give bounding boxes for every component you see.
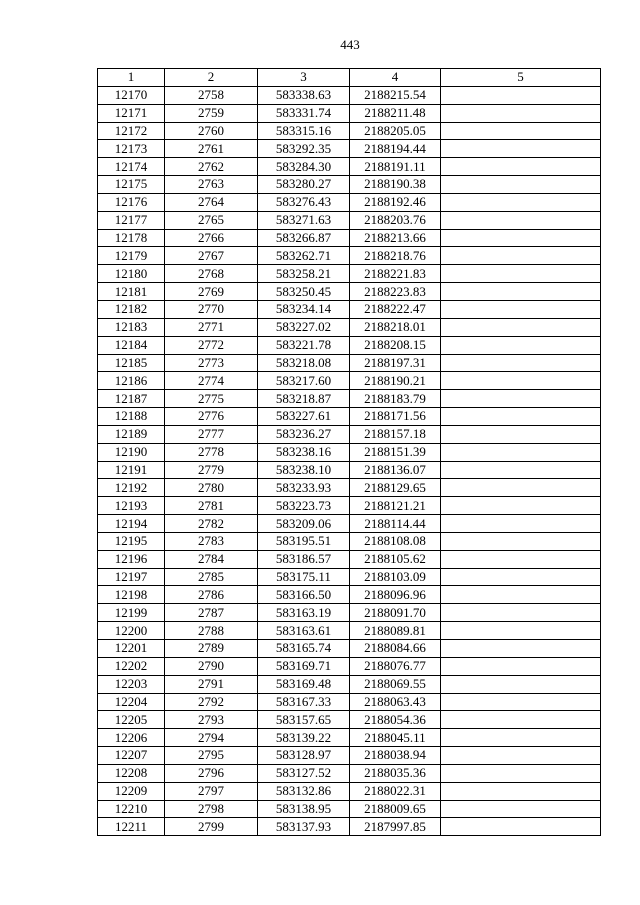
table-cell: 2775 bbox=[165, 390, 258, 408]
table-row bbox=[98, 729, 601, 747]
table-cell bbox=[441, 140, 601, 158]
table-row bbox=[98, 265, 601, 283]
table-cell: 2188211.48 bbox=[350, 104, 441, 122]
table-cell: 2188222.47 bbox=[350, 300, 441, 318]
table-cell: 2188076.77 bbox=[350, 657, 441, 675]
table-cell bbox=[441, 461, 601, 479]
table-cell: 583258.21 bbox=[258, 265, 350, 283]
table-cell: 12172 bbox=[98, 122, 165, 140]
table-cell bbox=[441, 532, 601, 550]
table-cell: 583169.48 bbox=[258, 675, 350, 693]
table-row bbox=[98, 443, 601, 461]
table-cell: 2795 bbox=[165, 747, 258, 765]
table-cell: 2767 bbox=[165, 247, 258, 265]
table-cell bbox=[441, 176, 601, 194]
table-cell: 2770 bbox=[165, 300, 258, 318]
table-cell: 583331.74 bbox=[258, 104, 350, 122]
table-cell: 2188223.83 bbox=[350, 283, 441, 301]
table-row bbox=[98, 300, 601, 318]
table-cell: 12207 bbox=[98, 747, 165, 765]
table-cell: 583163.19 bbox=[258, 604, 350, 622]
table-cell: 12211 bbox=[98, 818, 165, 836]
table-row bbox=[98, 586, 601, 604]
table-cell: 2780 bbox=[165, 479, 258, 497]
table-cell bbox=[441, 86, 601, 104]
table-cell bbox=[441, 550, 601, 568]
table-cell: 12192 bbox=[98, 479, 165, 497]
table-cell: 12209 bbox=[98, 782, 165, 800]
table-row bbox=[98, 800, 601, 818]
table-cell: 2790 bbox=[165, 657, 258, 675]
table-cell bbox=[441, 622, 601, 640]
table-row bbox=[98, 247, 601, 265]
table-cell: 583238.10 bbox=[258, 461, 350, 479]
table-row bbox=[98, 675, 601, 693]
table-cell: 583175.11 bbox=[258, 568, 350, 586]
table-cell: 12198 bbox=[98, 586, 165, 604]
table-cell bbox=[441, 247, 601, 265]
table-cell bbox=[441, 479, 601, 497]
table-cell: 2787 bbox=[165, 604, 258, 622]
table-cell: 583218.87 bbox=[258, 390, 350, 408]
table-row bbox=[98, 318, 601, 336]
table-cell: 12208 bbox=[98, 764, 165, 782]
table-cell: 2188035.36 bbox=[350, 764, 441, 782]
table-cell: 2797 bbox=[165, 782, 258, 800]
table-cell: 583163.61 bbox=[258, 622, 350, 640]
table-row bbox=[98, 782, 601, 800]
table-cell: 583276.43 bbox=[258, 193, 350, 211]
table-cell: 2188192.46 bbox=[350, 193, 441, 211]
table-cell: 2188105.62 bbox=[350, 550, 441, 568]
table-cell: 12173 bbox=[98, 140, 165, 158]
page-number: 443 bbox=[340, 37, 360, 52]
table-cell bbox=[441, 604, 601, 622]
table-row bbox=[98, 693, 601, 711]
table-row bbox=[98, 747, 601, 765]
table-cell bbox=[441, 568, 601, 586]
table-cell: 2188194.44 bbox=[350, 140, 441, 158]
table-cell: 12171 bbox=[98, 104, 165, 122]
table-cell: 2188045.11 bbox=[350, 729, 441, 747]
table-cell: 583157.65 bbox=[258, 711, 350, 729]
table-row bbox=[98, 818, 601, 836]
table-cell: 2794 bbox=[165, 729, 258, 747]
table-cell: 583218.08 bbox=[258, 354, 350, 372]
table-cell: 2188190.38 bbox=[350, 176, 441, 194]
table-row bbox=[98, 622, 601, 640]
table-cell: 2188114.44 bbox=[350, 515, 441, 533]
table-cell: 583127.52 bbox=[258, 764, 350, 782]
table-cell: 12184 bbox=[98, 336, 165, 354]
table-cell: 12175 bbox=[98, 176, 165, 194]
table-row bbox=[98, 408, 601, 426]
table-cell: 2771 bbox=[165, 318, 258, 336]
table-cell: 2778 bbox=[165, 443, 258, 461]
table-cell: 12194 bbox=[98, 515, 165, 533]
table-cell: 583165.74 bbox=[258, 640, 350, 658]
table-cell: 12186 bbox=[98, 372, 165, 390]
table-cell: 2773 bbox=[165, 354, 258, 372]
table-cell: 2188063.43 bbox=[350, 693, 441, 711]
table-cell: 2791 bbox=[165, 675, 258, 693]
table-cell: 12200 bbox=[98, 622, 165, 640]
table-cell: 12183 bbox=[98, 318, 165, 336]
table-cell: 583315.16 bbox=[258, 122, 350, 140]
table-cell: 2788 bbox=[165, 622, 258, 640]
column-header: 5 bbox=[441, 69, 601, 87]
table-cell: 2799 bbox=[165, 818, 258, 836]
table-row bbox=[98, 104, 601, 122]
column-header: 1 bbox=[98, 69, 165, 87]
table-cell bbox=[441, 283, 601, 301]
table-cell: 583266.87 bbox=[258, 229, 350, 247]
table-cell: 12177 bbox=[98, 211, 165, 229]
column-header: 4 bbox=[350, 69, 441, 87]
table-cell: 12190 bbox=[98, 443, 165, 461]
table-cell bbox=[441, 372, 601, 390]
table-cell: 2188218.76 bbox=[350, 247, 441, 265]
table-cell: 12206 bbox=[98, 729, 165, 747]
table-cell: 2188218.01 bbox=[350, 318, 441, 336]
table-cell: 12187 bbox=[98, 390, 165, 408]
table-cell: 2188197.31 bbox=[350, 354, 441, 372]
table-cell: 2188069.55 bbox=[350, 675, 441, 693]
table-cell: 2793 bbox=[165, 711, 258, 729]
table-cell: 2785 bbox=[165, 568, 258, 586]
table-cell: 12205 bbox=[98, 711, 165, 729]
table-cell: 2188171.56 bbox=[350, 408, 441, 426]
table-cell bbox=[441, 675, 601, 693]
table-row bbox=[98, 211, 601, 229]
table-cell: 2781 bbox=[165, 497, 258, 515]
table-cell: 2188221.83 bbox=[350, 265, 441, 283]
table-cell: 2188084.66 bbox=[350, 640, 441, 658]
table-cell: 2188215.54 bbox=[350, 86, 441, 104]
table-cell: 2783 bbox=[165, 532, 258, 550]
table-cell: 2188121.21 bbox=[350, 497, 441, 515]
table-cell: 583271.63 bbox=[258, 211, 350, 229]
table-cell bbox=[441, 104, 601, 122]
table-cell: 2759 bbox=[165, 104, 258, 122]
table-cell: 12201 bbox=[98, 640, 165, 658]
table-cell: 583195.51 bbox=[258, 532, 350, 550]
table-cell bbox=[441, 158, 601, 176]
table-cell bbox=[441, 497, 601, 515]
table-cell: 2760 bbox=[165, 122, 258, 140]
table-cell: 583292.35 bbox=[258, 140, 350, 158]
column-header: 3 bbox=[258, 69, 350, 87]
table-cell: 583236.27 bbox=[258, 425, 350, 443]
table-cell: 2188205.05 bbox=[350, 122, 441, 140]
column-header: 2 bbox=[165, 69, 258, 87]
table-cell: 583227.61 bbox=[258, 408, 350, 426]
table-cell: 12196 bbox=[98, 550, 165, 568]
table-cell: 2188191.11 bbox=[350, 158, 441, 176]
coordinates-table bbox=[97, 68, 601, 836]
table-cell bbox=[441, 265, 601, 283]
table-cell bbox=[441, 229, 601, 247]
table-cell: 12179 bbox=[98, 247, 165, 265]
table-cell: 583280.27 bbox=[258, 176, 350, 194]
table-cell: 2792 bbox=[165, 693, 258, 711]
table-cell: 2784 bbox=[165, 550, 258, 568]
table-cell: 2188183.79 bbox=[350, 390, 441, 408]
table-cell: 2765 bbox=[165, 211, 258, 229]
table-cell: 2761 bbox=[165, 140, 258, 158]
table-cell: 583233.93 bbox=[258, 479, 350, 497]
table-cell: 2763 bbox=[165, 176, 258, 194]
table-cell: 2762 bbox=[165, 158, 258, 176]
table-cell: 12210 bbox=[98, 800, 165, 818]
table-cell bbox=[441, 729, 601, 747]
table-row bbox=[98, 229, 601, 247]
table-row bbox=[98, 550, 601, 568]
table-row bbox=[98, 425, 601, 443]
table-cell: 583137.93 bbox=[258, 818, 350, 836]
table-cell: 2188103.09 bbox=[350, 568, 441, 586]
table-cell: 2188203.76 bbox=[350, 211, 441, 229]
table-row bbox=[98, 372, 601, 390]
table-cell: 12202 bbox=[98, 657, 165, 675]
table-row bbox=[98, 479, 601, 497]
table-cell: 2779 bbox=[165, 461, 258, 479]
table-cell bbox=[441, 408, 601, 426]
table-cell bbox=[441, 711, 601, 729]
table-cell bbox=[441, 425, 601, 443]
table-cell: 2188213.66 bbox=[350, 229, 441, 247]
table-row bbox=[98, 764, 601, 782]
table-row bbox=[98, 640, 601, 658]
table-cell: 583209.06 bbox=[258, 515, 350, 533]
table-cell: 12191 bbox=[98, 461, 165, 479]
table-cell: 583166.50 bbox=[258, 586, 350, 604]
table-cell bbox=[441, 354, 601, 372]
table-cell: 12189 bbox=[98, 425, 165, 443]
table-cell: 12176 bbox=[98, 193, 165, 211]
table-row bbox=[98, 140, 601, 158]
table-row bbox=[98, 515, 601, 533]
table-cell: 2188108.08 bbox=[350, 532, 441, 550]
table-row bbox=[98, 336, 601, 354]
table-cell: 2777 bbox=[165, 425, 258, 443]
table-cell bbox=[441, 657, 601, 675]
table-body bbox=[98, 86, 601, 835]
table-cell bbox=[441, 747, 601, 765]
table-cell: 2798 bbox=[165, 800, 258, 818]
table-cell bbox=[441, 443, 601, 461]
table-cell: 583132.86 bbox=[258, 782, 350, 800]
table-cell: 2188054.36 bbox=[350, 711, 441, 729]
table-cell: 583186.57 bbox=[258, 550, 350, 568]
table-cell: 12180 bbox=[98, 265, 165, 283]
table-cell bbox=[441, 193, 601, 211]
table-row bbox=[98, 122, 601, 140]
table-row bbox=[98, 354, 601, 372]
table-cell: 12178 bbox=[98, 229, 165, 247]
table-row bbox=[98, 711, 601, 729]
table-row bbox=[98, 657, 601, 675]
table-cell bbox=[441, 336, 601, 354]
table-cell: 2768 bbox=[165, 265, 258, 283]
table-cell bbox=[441, 693, 601, 711]
table-cell: 2188038.94 bbox=[350, 747, 441, 765]
table-cell: 12195 bbox=[98, 532, 165, 550]
table-cell: 2774 bbox=[165, 372, 258, 390]
table-cell: 2188190.21 bbox=[350, 372, 441, 390]
table-cell bbox=[441, 390, 601, 408]
table-cell: 12188 bbox=[98, 408, 165, 426]
table-cell: 583128.97 bbox=[258, 747, 350, 765]
table-cell: 2188022.31 bbox=[350, 782, 441, 800]
table-cell: 12174 bbox=[98, 158, 165, 176]
table-cell bbox=[441, 122, 601, 140]
table-cell: 12182 bbox=[98, 300, 165, 318]
table-cell bbox=[441, 318, 601, 336]
table-cell: 2188091.70 bbox=[350, 604, 441, 622]
table-cell: 2782 bbox=[165, 515, 258, 533]
table-cell: 12181 bbox=[98, 283, 165, 301]
table-cell: 2188089.81 bbox=[350, 622, 441, 640]
table-cell: 2758 bbox=[165, 86, 258, 104]
table-row bbox=[98, 193, 601, 211]
table-cell: 583284.30 bbox=[258, 158, 350, 176]
table-cell: 2188009.65 bbox=[350, 800, 441, 818]
table-row bbox=[98, 176, 601, 194]
table-cell bbox=[441, 515, 601, 533]
table-cell bbox=[441, 300, 601, 318]
table-cell: 12204 bbox=[98, 693, 165, 711]
table-header-row bbox=[98, 69, 601, 87]
table-cell: 12170 bbox=[98, 86, 165, 104]
table-cell: 2776 bbox=[165, 408, 258, 426]
table-cell bbox=[441, 211, 601, 229]
table-row bbox=[98, 390, 601, 408]
table-cell: 2796 bbox=[165, 764, 258, 782]
table-cell: 2772 bbox=[165, 336, 258, 354]
table-cell bbox=[441, 818, 601, 836]
table-cell: 2187997.85 bbox=[350, 818, 441, 836]
table-cell: 583139.22 bbox=[258, 729, 350, 747]
table-cell: 12193 bbox=[98, 497, 165, 515]
table-row bbox=[98, 283, 601, 301]
table-cell: 583238.16 bbox=[258, 443, 350, 461]
table-row bbox=[98, 532, 601, 550]
table-cell: 583262.71 bbox=[258, 247, 350, 265]
table-cell: 2786 bbox=[165, 586, 258, 604]
table-cell: 12199 bbox=[98, 604, 165, 622]
table-row bbox=[98, 497, 601, 515]
table-row bbox=[98, 568, 601, 586]
table-cell: 583221.78 bbox=[258, 336, 350, 354]
table-cell: 2188129.65 bbox=[350, 479, 441, 497]
table-cell: 583338.63 bbox=[258, 86, 350, 104]
table-cell: 2789 bbox=[165, 640, 258, 658]
table-cell: 2188157.18 bbox=[350, 425, 441, 443]
table-row bbox=[98, 158, 601, 176]
table-cell bbox=[441, 586, 601, 604]
table-cell: 2188151.39 bbox=[350, 443, 441, 461]
table-cell: 583169.71 bbox=[258, 657, 350, 675]
table-cell: 12185 bbox=[98, 354, 165, 372]
table-cell: 583138.95 bbox=[258, 800, 350, 818]
table-cell: 2766 bbox=[165, 229, 258, 247]
table-row bbox=[98, 86, 601, 104]
table-row bbox=[98, 461, 601, 479]
table-cell: 12197 bbox=[98, 568, 165, 586]
table-cell: 583227.02 bbox=[258, 318, 350, 336]
table-cell: 583217.60 bbox=[258, 372, 350, 390]
table-cell: 583167.33 bbox=[258, 693, 350, 711]
table-cell: 2188096.96 bbox=[350, 586, 441, 604]
table-cell: 2764 bbox=[165, 193, 258, 211]
table-cell bbox=[441, 782, 601, 800]
table-cell: 2188136.07 bbox=[350, 461, 441, 479]
table-cell bbox=[441, 800, 601, 818]
table-cell bbox=[441, 764, 601, 782]
table-cell: 2188208.15 bbox=[350, 336, 441, 354]
table-cell: 583223.73 bbox=[258, 497, 350, 515]
table-cell: 12203 bbox=[98, 675, 165, 693]
table-row bbox=[98, 604, 601, 622]
table-cell: 583250.45 bbox=[258, 283, 350, 301]
table-cell: 2769 bbox=[165, 283, 258, 301]
table-cell bbox=[441, 640, 601, 658]
table-cell: 583234.14 bbox=[258, 300, 350, 318]
